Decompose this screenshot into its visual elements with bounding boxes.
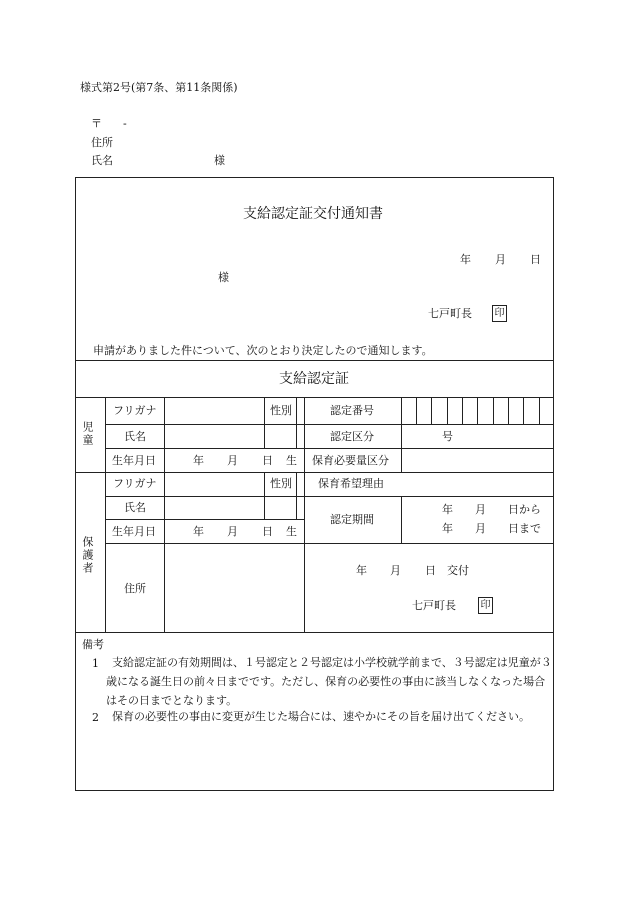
seal-icon: 印 <box>478 597 493 614</box>
issue-month: 月 <box>390 564 401 577</box>
period-from: 年 月 日から <box>442 503 541 516</box>
rule <box>105 397 106 632</box>
cert-number-box <box>539 397 540 424</box>
rule <box>304 397 305 472</box>
cert-category-label: 認定区分 <box>330 430 374 443</box>
rule <box>75 360 554 361</box>
name-label: 氏名 <box>91 154 113 167</box>
certificate-title: 支給認定証 <box>279 371 349 387</box>
remark-text: 支給認定証の有効期間は、１号認定と２号認定は小学校就学前まで、３号認定は児童が３歳になる誕生日の前々日までです。ただし、保育の必要性の事由に該当しなくなった場合はその日までとなります。 <box>106 656 552 707</box>
issue-year: 年 <box>356 564 367 577</box>
cert-number-box <box>493 397 494 424</box>
child-group-label: 児童 <box>81 421 94 447</box>
remark-number: 2 <box>92 711 99 724</box>
address-label: 住所 <box>91 136 113 149</box>
issuer-seal <box>478 597 493 614</box>
child-gender-label: 性別 <box>270 404 292 417</box>
cert-number-box <box>431 397 432 424</box>
rule <box>401 397 402 472</box>
remark-text: 保育の必要性の事由に変更が生じた場合には、速やかにその旨を届け出てください。 <box>112 710 530 723</box>
honorific-sama: 様 <box>214 154 225 167</box>
care-reason-label: 保育希望理由 <box>318 477 384 490</box>
cert-number-box <box>416 397 417 424</box>
seal-mark <box>492 305 507 322</box>
issue-label: 交付 <box>447 564 469 577</box>
guardian-birth-day: 日 <box>262 525 273 538</box>
cert-number-box <box>477 397 478 424</box>
child-birth-year: 年 <box>193 454 204 467</box>
rule <box>105 543 554 544</box>
rule <box>296 397 297 448</box>
issuer-mayor: 七戸町長 <box>412 599 456 612</box>
child-birth-day: 日 <box>262 454 273 467</box>
guardian-birth-sei: 生 <box>286 525 297 538</box>
rule <box>164 397 165 472</box>
guardian-birth-year: 年 <box>193 525 204 538</box>
notice-intro: 申請がありました件について、次のとおり決定したので通知します。 <box>93 344 433 357</box>
cert-period-label: 認定期間 <box>330 513 374 526</box>
rule <box>264 397 265 448</box>
care-need-category-label: 保育必要量区分 <box>312 454 389 467</box>
mayor-name: 七戸町長 <box>428 307 472 320</box>
child-name-label: 氏名 <box>124 430 146 443</box>
rule <box>105 496 554 497</box>
rule <box>75 472 554 473</box>
child-birthdate-label: 生年月日 <box>112 454 156 467</box>
cert-number-box <box>523 397 524 424</box>
rule <box>304 472 305 632</box>
rule <box>264 472 265 519</box>
cert-number-label: 認定番号 <box>330 404 374 417</box>
guardian-gender-label: 性別 <box>270 477 292 490</box>
notice-date-year: 年 <box>460 253 471 266</box>
remarks-heading: 備考 <box>82 638 104 651</box>
notice-title: 支給認定証交付通知書 <box>243 206 383 222</box>
rule <box>401 496 402 543</box>
cert-category-suffix: 号 <box>442 430 453 443</box>
notice-date-month: 月 <box>495 253 506 266</box>
guardian-birth-month: 月 <box>227 525 238 538</box>
rule <box>105 519 304 520</box>
form-number: 様式第2号(第7条、第11条関係) <box>80 81 238 94</box>
recipient-sama: 様 <box>218 271 229 284</box>
rule <box>164 472 165 632</box>
rule <box>75 397 554 398</box>
guardian-furigana-label: フリガナ <box>113 477 157 490</box>
rule <box>296 472 297 519</box>
guardian-group-label: 保護者 <box>81 536 94 575</box>
rule <box>105 424 554 425</box>
guardian-name-label: 氏名 <box>124 501 146 514</box>
period-to: 年 月 日まで <box>442 522 541 535</box>
rule <box>75 632 554 633</box>
child-birth-month: 月 <box>227 454 238 467</box>
guardian-birthdate-label: 生年月日 <box>112 525 156 538</box>
cert-number-box <box>447 397 448 424</box>
child-furigana-label: フリガナ <box>113 404 157 417</box>
issue-day: 日 <box>425 564 436 577</box>
child-birth-sei: 生 <box>286 454 297 467</box>
postal-mark: 〒 <box>91 117 102 130</box>
notice-date-day: 日 <box>530 253 541 266</box>
postal-dash: - <box>123 117 127 130</box>
guardian-address-label: 住所 <box>124 582 146 595</box>
rule <box>105 448 554 449</box>
seal-icon: 印 <box>492 305 507 322</box>
cert-number-box <box>462 397 463 424</box>
remark-number: 1 <box>92 657 99 670</box>
cert-number-box <box>508 397 509 424</box>
